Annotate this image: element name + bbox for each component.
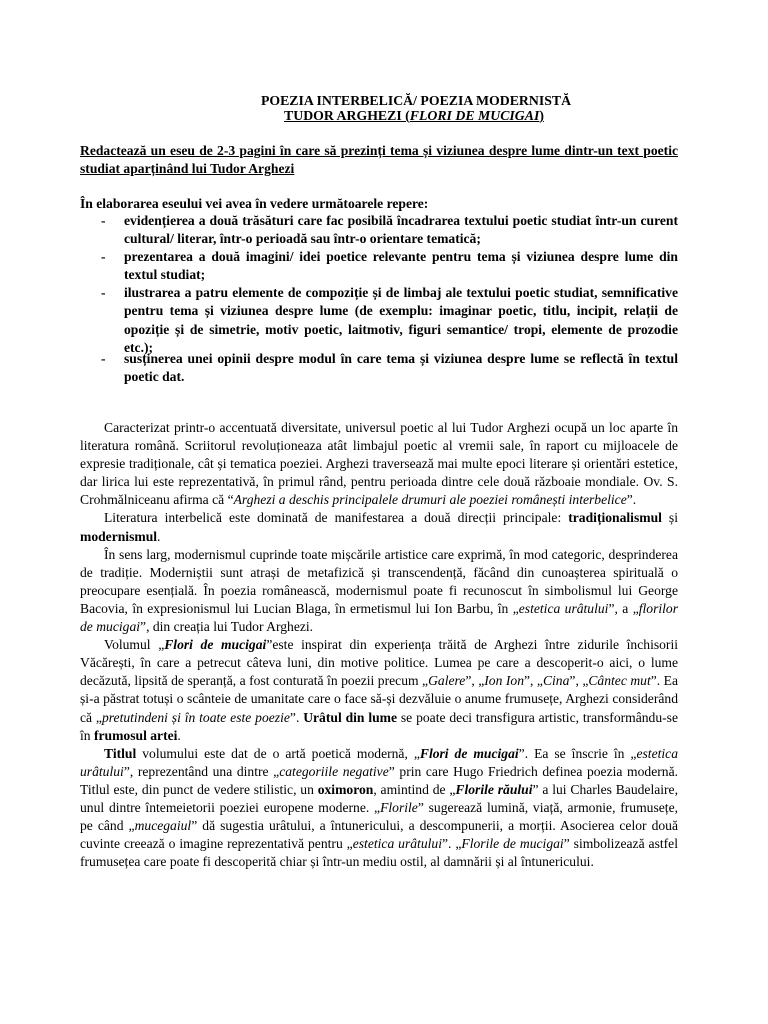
document-title <box>32 93 768 109</box>
document-subtitle <box>30 108 768 124</box>
list-dash: - <box>101 213 106 228</box>
requirement-item <box>101 248 678 285</box>
essay-paragraph-5: Titlul volumului este dat de o artă poetică modernă, „Flori de mucigai”. Ea se înscrie în „estetica urâtului”, reprezentând una dintre „categoriile negative” prin care Hugo Friedrich definea poezia modernă. Titlul este, din punct de vedere stilistic, un oximoron, amintind de „Florile răului” a lui Charles Baudelaire, unul dintre întemeietorii poeziei europene moderne. „Florile” sugerează lumină, viață, armonie, frumusețe, pe când „mucegaiul” dă sugestia urâtului, a întunericului, a descompunerii, a morții. Asocierea celor două cuvinte creează o imagine reprezentativă pentru „estetica urâtului”. „Florile de mucigai” simbolizează astfel frumusețea care poate fi descoperită chiar și într-un mediu ostil, al damnării și al întunericului. <box>80 745 678 870</box>
crohmalniceanu-quote: Arghezi a deschis principalele drumuri ale poeziei românești interbelice <box>233 492 627 508</box>
requirement-item <box>101 212 678 249</box>
essay-paragraph-2: Literatura interbelică este dominată de manifestarea a două direcții principale: tradiționalismul și modernismul. <box>80 510 678 544</box>
subtitle-close-paren: ) <box>539 108 544 123</box>
title-line-1: POEZIA INTERBELICĂ/ POEZIA MODERNISTĂ <box>260 93 572 108</box>
list-dash: - <box>101 249 106 264</box>
requirement-text: ilustrarea a patru elemente de compoziție și de limbaj ale textului poetic studiat, semnificative pentru tema și viziunea despre lume (de exemplu: imaginar poetic, titlu, incipit, relații de opoziție și de simetrie, motiv poetic, laitmotiv, figuri semantice/ tropi, elemente de prozodie etc.); <box>124 285 678 356</box>
term-modernism: modernismul <box>80 528 158 544</box>
requirement-text: susținerea unei opinii despre modul în care tema și viziunea despre lume se reflectă în textul poetic dat. <box>124 351 678 385</box>
subtitle-author: TUDOR ARGHEZI ( <box>284 108 410 123</box>
requirement-text: prezentarea a două imagini/ idei poetice relevante pentru tema și viziunea despre lume din textul studiat; <box>124 249 678 283</box>
requirements-intro: În elaborarea eseului vei avea în vedere următoarele repere: <box>80 196 429 211</box>
essay-paragraph-3: În sens larg, modernismul cuprinde toate mișcările artistice care exprimă, în mod categoric, desprinderea de tradiție. Moderniștii sunt atrași de metafizică și transcendență, făcând din cunoașterea spirituală o preocupare esențială. În poezia românească, modernismul poate fi recunoscut în simbolismul lui George Bacovia, în expresionismul lui Lucian Blaga, în ermetismul lui Ion Barbu, în „estetica urâtului”, a „florilor de mucigai”, din creația lui Tudor Arghezi. <box>80 546 679 635</box>
requirement-item <box>101 350 678 387</box>
task-statement: Redactează un eseu de 2-3 pagini în care să prezinți tema și viziunea despre lume dintr-un text poetic studiat aparținând lui Tudor Arghezi <box>80 143 678 176</box>
essay-paragraph-4: Volumul „Flori de mucigai”este inspirat din experiența trăită de Arghezi între zidurile închisorii Văcărești, în care a petrecut câteva luni, din motive politice. Lumea pe care a descoperit-o aici, o lume decăzută, lipsită de speranță, a fost conturată în poezii precum „Galere”, „Ion Ion”, „Cina”, „Cântec mut”. Ea și-a păstrat totuși o scânteie de umanitate care o face să-și dezvăluie o anume frumusețe, Arghezi considerând că „pretutindeni și în toate este poezie”. Urâtul din lume se poate deci transfigura artistic, transformându-se în frumosul artei. <box>80 637 679 743</box>
term-traditionalism: tradiționalismul <box>568 510 662 526</box>
essay-paragraph-1: Caracterizat printr-o accentuată diversitate, universul poetic al lui Tudor Arghezi ocupă un loc aparte în literatura română. Scriitorul revoluționeaza atât limbajul poetic al vremii sale, în raport cu mijloacele de expresie tradiționale, cât și tematica poeziei. Arghezi traversează mai multe epoci literare și orientări estetice, dar lirica lui este reprezentativă, în primul rând, pentru perioada dintre cele două războaie mondiale. Ov. S. Crohmălniceanu afirma că “Arghezi a deschis principalele drumuri ale poeziei românești interbelice”. <box>80 420 678 508</box>
requirement-item <box>101 284 678 358</box>
list-dash: - <box>101 285 106 300</box>
requirement-text: evidențierea a două trăsături care fac posibilă încadrarea textului poetic studiat într-un curent cultural/ literar, într-o perioadă sau într-o orientare tematică; <box>124 213 678 247</box>
subtitle-volume-title: FLORI DE MUCIGAI <box>409 108 540 123</box>
list-dash: - <box>101 351 106 366</box>
essay-body <box>80 419 678 871</box>
subtitle-underlined <box>284 108 544 123</box>
